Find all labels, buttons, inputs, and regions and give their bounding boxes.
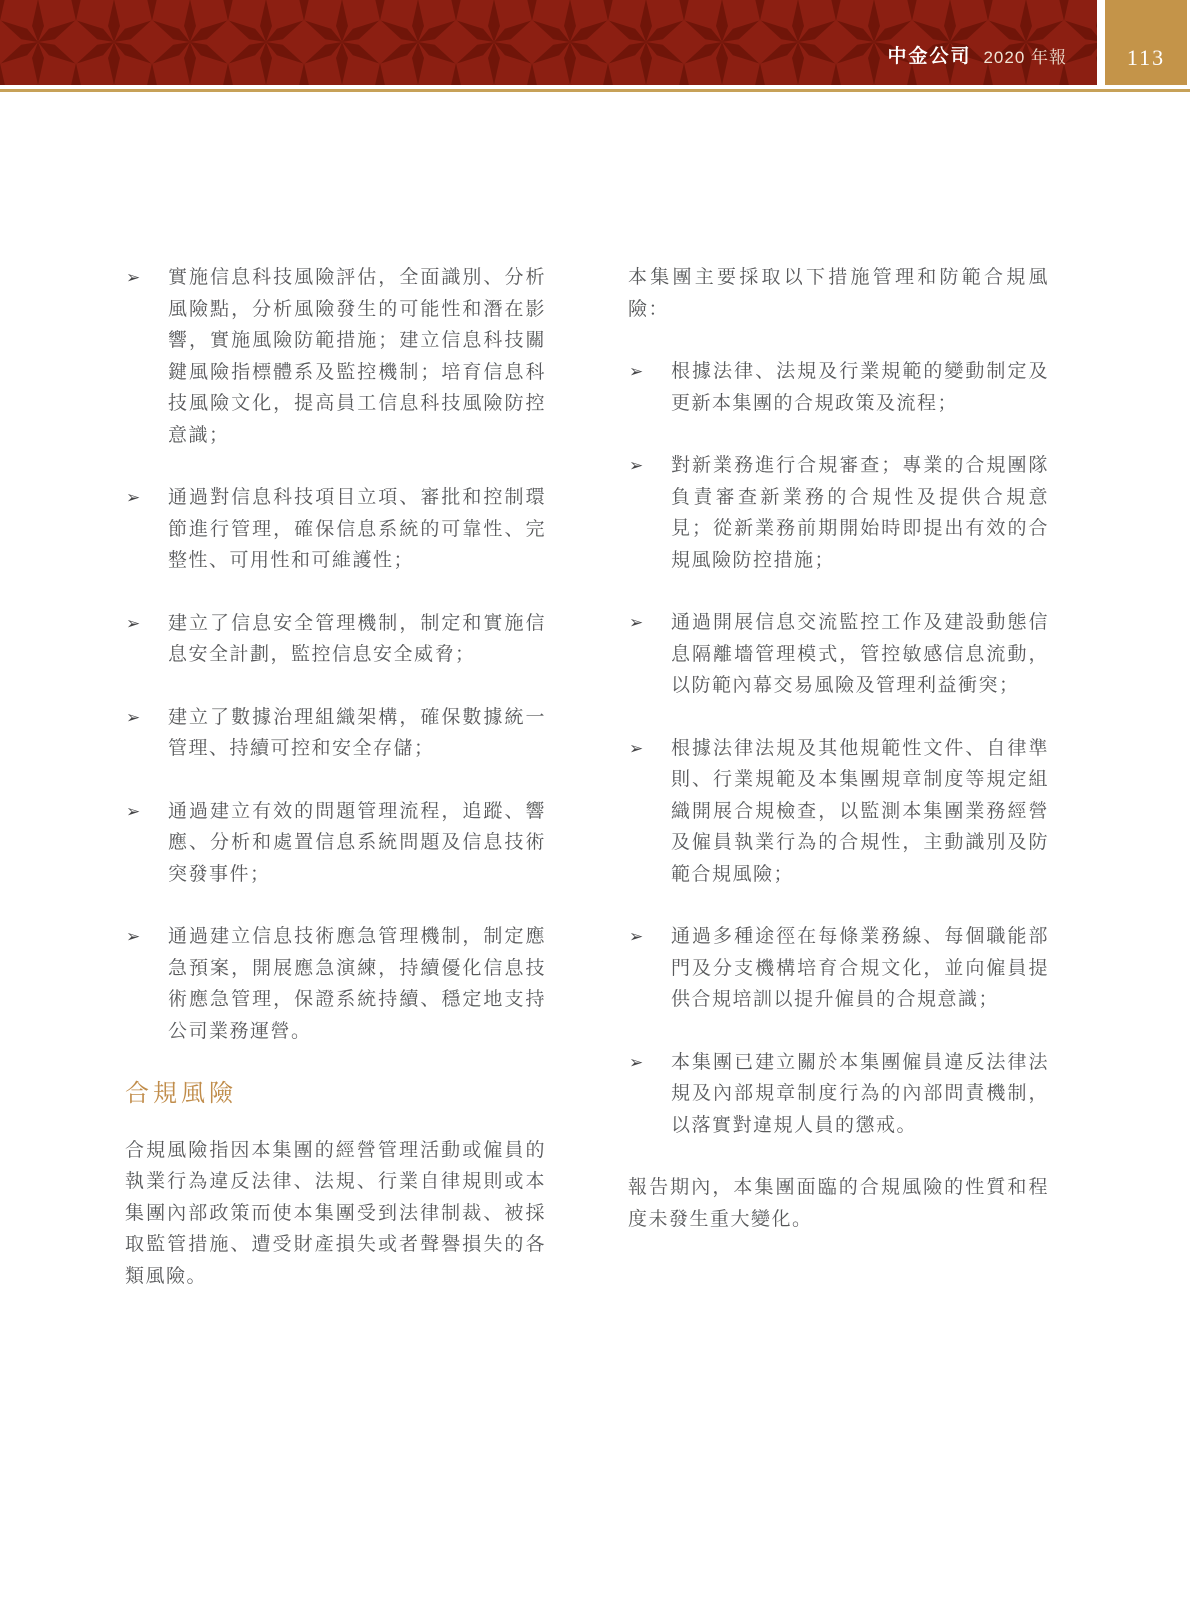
- measures-intro: 本集團主要採取以下措施管理和防範合規風險：: [628, 267, 1049, 320]
- arrow-bullet-icon: ➢: [629, 362, 644, 381]
- list-item: [125, 608, 546, 671]
- list-item: [628, 733, 1049, 891]
- bullet-text: 通過開展信息交流監控工作及建設動態信息隔離墻管理模式，管控敏感信息流動，以防範內幕交易風險及管理利益衝突；: [671, 612, 1049, 696]
- list-item: [125, 796, 546, 891]
- page-content: [125, 262, 1049, 1292]
- arrow-bullet-icon: ➢: [126, 707, 141, 727]
- page-number-box: [1105, 0, 1187, 85]
- bullet-text: 通過多種途徑在每條業務線、每個職能部門及分支機構培育合規文化，並向僱員提供合規培訓以提升僱員的合規意識；: [671, 926, 1049, 1010]
- arrow-bullet-icon: ➢: [126, 801, 141, 821]
- list-item: [628, 356, 1049, 419]
- bullet-text: 根據法律、法規及行業規範的變動制定及更新本集團的合規政策及流程；: [671, 361, 1049, 414]
- list-item: [125, 262, 546, 451]
- bullet-text: 建立了信息安全管理機制，制定和實施信息安全計劃，監控信息安全威脅；: [168, 612, 546, 665]
- arrow-bullet-icon: ➢: [126, 927, 141, 946]
- brand-name: 中金公司: [887, 46, 972, 67]
- arrow-bullet-icon: ➢: [126, 488, 141, 507]
- arrow-bullet-icon: ➢: [629, 927, 644, 946]
- bullet-text: 通過建立有效的問題管理流程，追蹤、響應、分析和處置信息系統問題及信息技術突發事件；: [168, 800, 546, 885]
- arrow-bullet-icon: ➢: [629, 738, 644, 758]
- section-title: 合規風險: [125, 1080, 237, 1107]
- bullet-text: 實施信息科技風險評估，全面識別、分析風險點，分析風險發生的可能性和潛在影響，實施風險防範措施；建立信息科技關鍵風險指標體系及監控機制；培育信息科技風險文化，提高員工信息科技風險防控意識；: [168, 267, 546, 446]
- list-item: [628, 450, 1049, 576]
- bullet-text: 本集團已建立關於本集團僱員違反法律法規及內部規章制度行為的內部問責機制，以落實對違規人員的懲戒。: [671, 1051, 1049, 1136]
- arrow-bullet-icon: ➢: [126, 613, 141, 633]
- gold-divider: [0, 89, 1190, 92]
- list-item: [125, 482, 546, 577]
- compliance-measures-bullet-list: [628, 356, 1049, 1141]
- it-risk-bullet-list: [125, 262, 546, 1047]
- arrow-bullet-icon: ➢: [629, 613, 644, 632]
- asanoha-pattern-icon: [0, 0, 1097, 85]
- closing-statement: 報告期內，本集團面臨的合規風險的性質和程度未發生重大變化。: [628, 1177, 1049, 1230]
- list-item: [125, 702, 546, 765]
- arrow-bullet-icon: ➢: [126, 268, 141, 287]
- bullet-text: 對新業務進行合規審查；專業的合規團隊負責審查新業務的合規性及提供合規意見；從新業務前期開始時即提出有效的合規風險防控措施；: [671, 455, 1049, 571]
- bullet-text: 建立了數據治理組織架構，確保數據統一管理、持續可控和安全存儲；: [168, 706, 546, 759]
- arrow-bullet-icon: ➢: [629, 456, 644, 475]
- arrow-bullet-icon: ➢: [629, 1052, 644, 1072]
- left-column: [125, 262, 546, 1292]
- report-edition: 2020 年報: [983, 48, 1067, 67]
- right-column: [628, 262, 1049, 1292]
- page-number: 113: [1126, 45, 1166, 70]
- bullet-text: 根據法律法規及其他規範性文件、自律準則、行業規範及本集團規章制度等規定組織開展合規檢查，以監測本集團業務經營及僱員執業行為的合規性，主動識別及防範合規風險；: [671, 737, 1049, 885]
- list-item: [628, 921, 1049, 1016]
- compliance-risk-definition: 合規風險指因本集團的經營管理活動或僱員的執業行為違反法律、法規、行業自律規則或本集團內部政策而使本集團受到法律制裁、被採取監管措施、遭受財產損失或者聲譽損失的各類風險。: [125, 1139, 546, 1287]
- list-item: [628, 607, 1049, 702]
- list-item: [628, 1047, 1049, 1142]
- list-item: [125, 921, 546, 1047]
- bullet-text: 通過對信息科技項目立項、審批和控制環節進行管理，確保信息系統的可靠性、完整性、可用性和可維護性；: [168, 487, 546, 571]
- bullet-text: 通過建立信息技術應急管理機制，制定應急預案，開展應急演練，持續優化信息技術應急管理，保證系統持續、穩定地支持公司業務運營。: [168, 926, 546, 1042]
- header-pattern-band: [0, 0, 1097, 85]
